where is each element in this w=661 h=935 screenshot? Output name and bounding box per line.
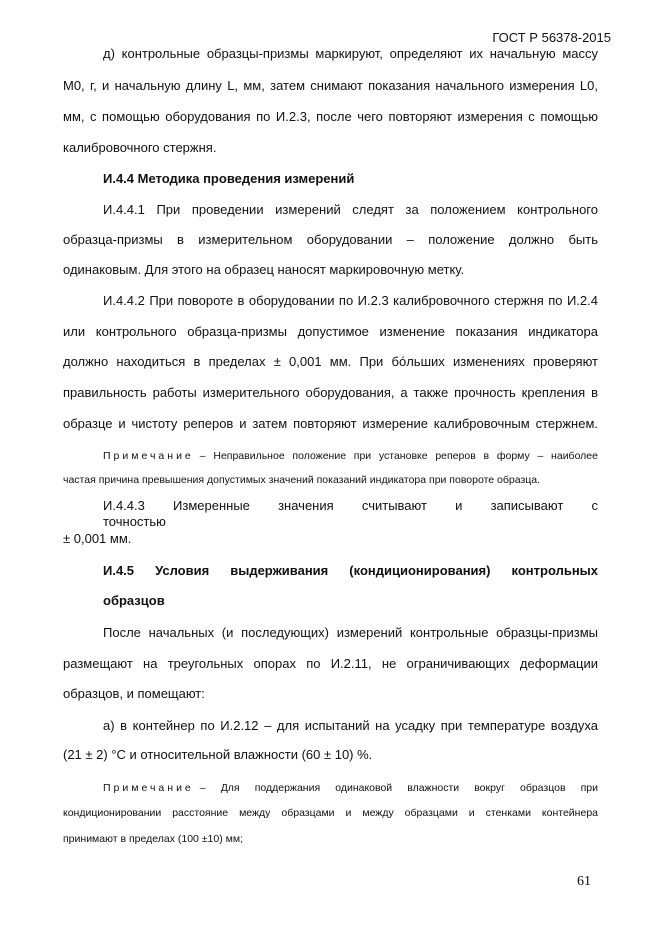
text-line: или контрольного образца-призмы допустимое изменение показания индикатора (63, 324, 598, 339)
text-line: И.4.4.1 При проведении измерений следят за положением контрольного (103, 202, 598, 217)
section-heading: И.4.5 Условия выдерживания (кондиционирования) контрольных (103, 563, 598, 578)
text-line: образцов, и помещают: (63, 686, 205, 701)
text-line: мм, с помощью оборудования по И.2.3, после чего повторяют измерения с помощью (63, 109, 598, 124)
text-line: И.4.4.3 Измеренные значения считывают и записывают с точностью (103, 498, 598, 529)
note (103, 448, 598, 464)
text-line: правильность работы измерительного оборудования, а также прочность крепления в (63, 385, 598, 400)
note-text: – Для поддержания одинаковой влажности вокруг образцов при (199, 782, 598, 794)
section-heading: образцов (103, 593, 165, 608)
text-line: После начальных (и последующих) измерений контрольные образцы-призмы (103, 625, 598, 640)
text-line: И.4.4.2 При повороте в оборудовании по И.2.3 калибровочного стержня по И.2.4 (103, 293, 598, 308)
text-line: д) контрольные образцы-призмы маркируют, определяют их начальную массу (103, 46, 598, 61)
text-line: M0, г, и начальную длину L, мм, затем снимают показания начального измерения L0, (63, 78, 598, 93)
note (103, 780, 598, 796)
text-line: ± 0,001 мм. (63, 531, 132, 546)
text-line: образце и чистоту реперов и затем повторяют измерение калибровочным стержнем. (63, 416, 598, 431)
note-text: принимают в пределах (100 ±10) мм; (63, 833, 244, 845)
text-line: одинаковым. Для этого на образец наносят маркировочную метку. (63, 262, 465, 277)
note-label: Примечание (103, 782, 194, 794)
note-text: – Неправильное положение при установке реперов в форму – наиболее (199, 450, 598, 462)
text-line: размещают на треугольных опорах по И.2.11, не ограничивающих деформации (63, 656, 598, 671)
text-line: а) в контейнер по И.2.12 – для испытаний на усадку при температуре воздуха (103, 718, 598, 733)
note-label: Примечание (103, 450, 194, 462)
page-number: 61 (577, 874, 591, 889)
document-header: ГОСТ Р 56378-2015 (492, 30, 611, 45)
text-line: (21 ± 2) °С и относительной влажности (60 ± 10) %. (63, 747, 373, 762)
text-line: калибровочного стержня. (63, 140, 217, 155)
note-text: частая причина превышения допустимых значений показаний индикатора при повороте образца. (63, 474, 541, 486)
section-heading: И.4.4 Методика проведения измерений (103, 171, 355, 186)
text-line: должно находиться в пределах ± 0,001 мм. При бóльших изменениях проверяют (63, 354, 598, 369)
note-text: кондиционировании расстояние между образцами и между образцами и стенками контейнера (63, 807, 598, 819)
text-line: образца-призмы в измерительном оборудовании – положение должно быть (63, 232, 598, 247)
